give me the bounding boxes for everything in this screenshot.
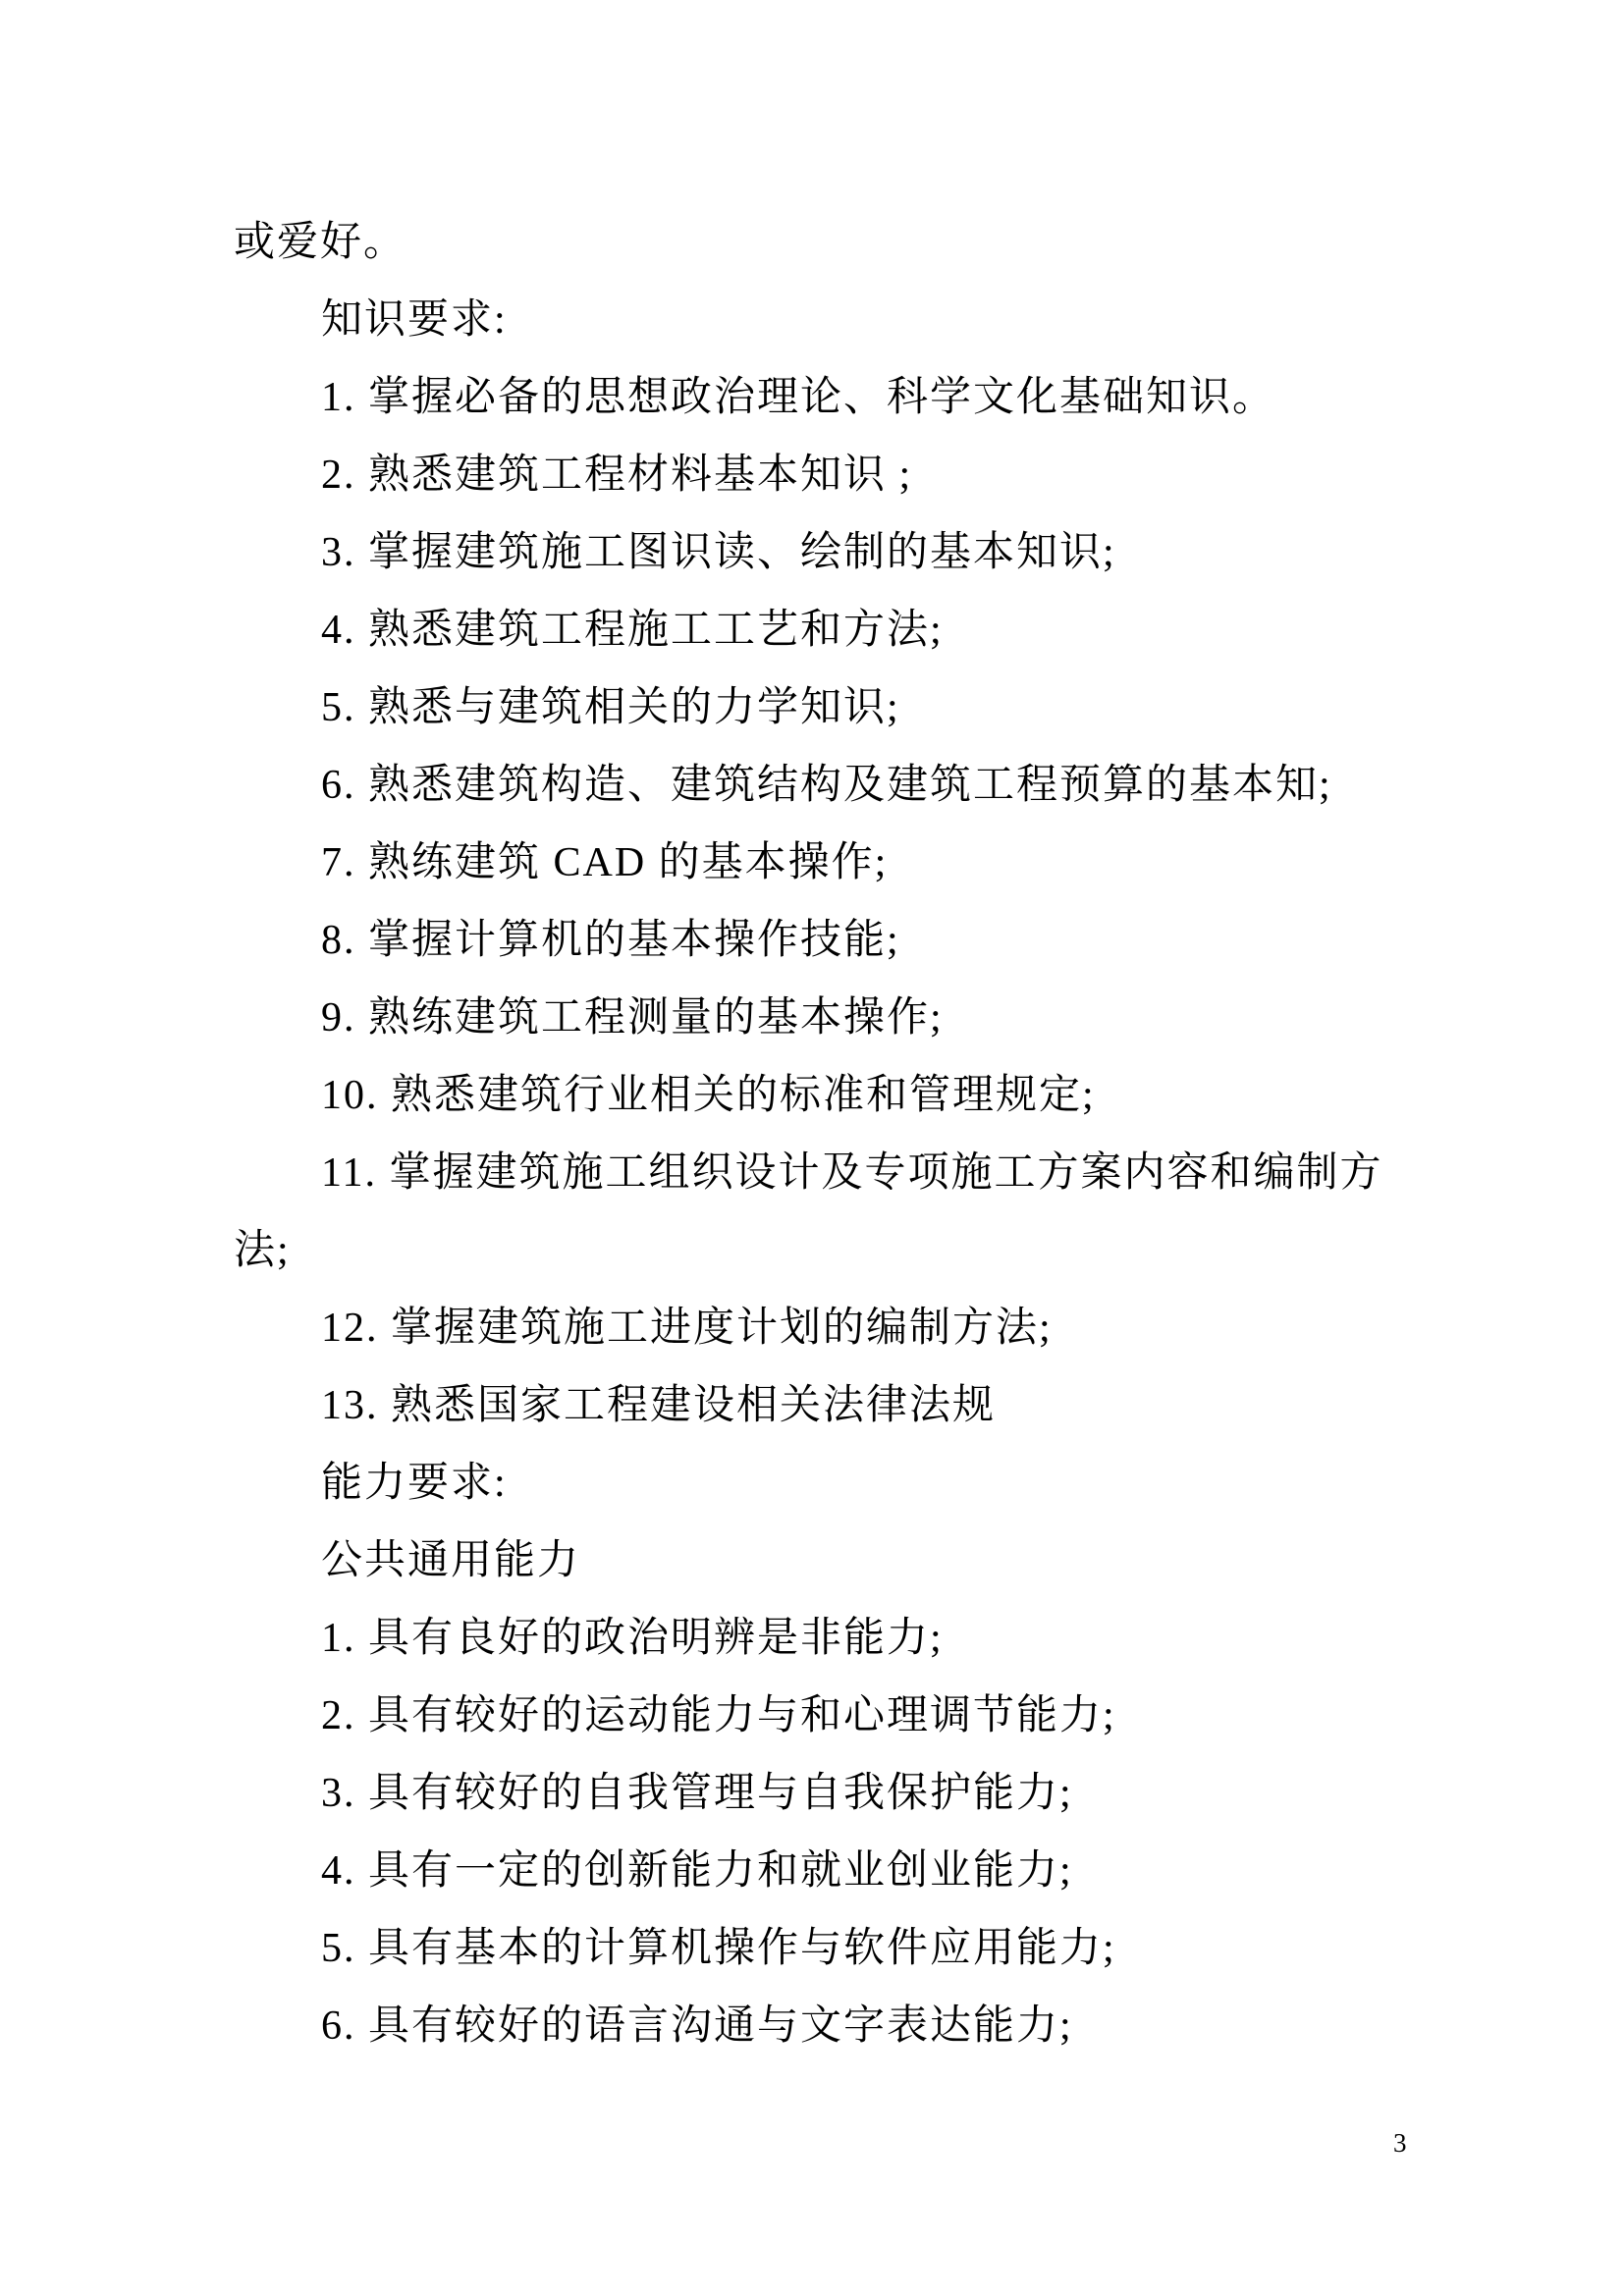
text-line: 10. 熟悉建筑行业相关的标准和管理规定; bbox=[321, 1073, 1096, 1118]
text-line: 4. 熟悉建筑工程施工工艺和方法; bbox=[321, 608, 944, 653]
text-line: 6. 具有较好的语言沟通与文字表达能力; bbox=[321, 2003, 1073, 2049]
text-line: 2. 具有较好的运动能力与和心理调节能力; bbox=[321, 1693, 1116, 1738]
text-line: 或爱好。 bbox=[234, 220, 407, 265]
text-line: 13. 熟悉国家工程建设相关法律法规 bbox=[321, 1383, 997, 1428]
text-line-heading-knowledge: 知识要求: bbox=[321, 297, 508, 343]
text-line-continuation: 法; bbox=[234, 1228, 291, 1273]
document-body bbox=[234, 204, 1471, 2065]
text-line-heading-ability: 能力要求: bbox=[321, 1461, 508, 1506]
text-line: 5. 具有基本的计算机操作与软件应用能力; bbox=[321, 1926, 1116, 1971]
text-line: 7. 熟练建筑 CAD 的基本操作; bbox=[321, 840, 889, 885]
text-line: 3. 掌握建筑施工图识读、绘制的基本知识; bbox=[321, 530, 1116, 575]
text-line: 12. 掌握建筑施工进度计划的编制方法; bbox=[321, 1306, 1053, 1351]
text-line: 3. 具有较好的自我管理与自我保护能力; bbox=[321, 1771, 1073, 1816]
text-line: 11. 掌握建筑施工组织设计及专项施工方案内容和编制方 bbox=[321, 1150, 1383, 1196]
text-line: 2. 熟悉建筑工程材料基本知识 ; bbox=[321, 453, 913, 498]
page-number: 3 bbox=[1393, 2128, 1407, 2158]
text-line: 1. 具有良好的政治明辨是非能力; bbox=[321, 1616, 944, 1661]
text-line: 4. 具有一定的创新能力和就业创业能力; bbox=[321, 1848, 1073, 1894]
text-line: 1. 掌握必备的思想政治理论、科学文化基础知识。 bbox=[321, 375, 1276, 420]
text-line: 6. 熟悉建筑构造、建筑结构及建筑工程预算的基本知; bbox=[321, 763, 1332, 808]
text-line: 9. 熟练建筑工程测量的基本操作; bbox=[321, 995, 944, 1041]
text-line: 5. 熟悉与建筑相关的力学知识; bbox=[321, 685, 900, 730]
text-line: 8. 掌握计算机的基本操作技能; bbox=[321, 918, 900, 963]
text-line-subheading-general-ability: 公共通用能力 bbox=[321, 1538, 581, 1583]
